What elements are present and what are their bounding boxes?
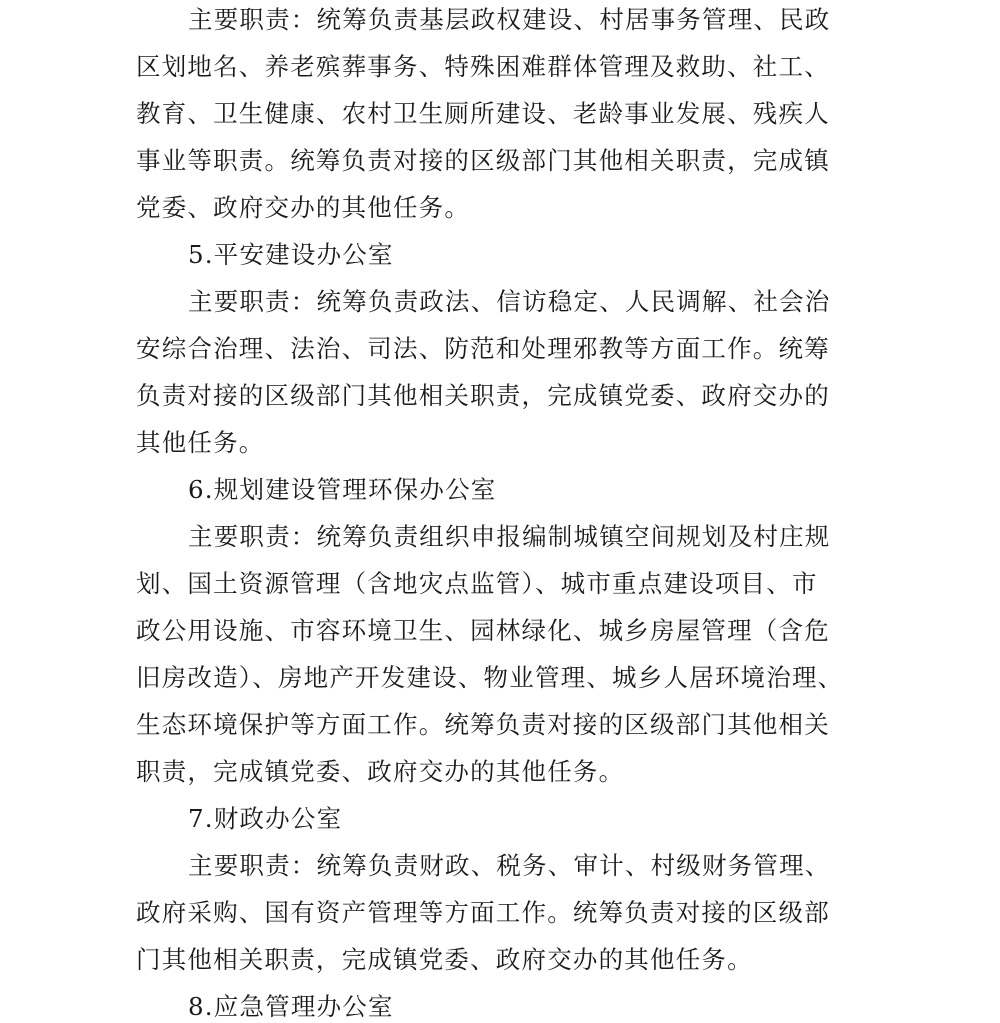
paragraph-line: 职责，完成镇党委、政府交办的其他任务。 [136, 757, 625, 786]
paragraph-line: 政府采购、国有资产管理等方面工作。统筹负责对接的区级部 [136, 898, 830, 927]
section-heading: 7.财政办公室 [188, 804, 343, 833]
paragraph-line: 负责对接的区级部门其他相关职责，完成镇党委、政府交办的 [136, 381, 830, 410]
paragraph-line: 生态环境保护等方面工作。统筹负责对接的区级部门其他相关 [136, 710, 830, 739]
paragraph-line: 主要职责：统筹负责组织申报编制城镇空间规划及村庄规 [188, 522, 831, 551]
paragraph-line: 党委、政府交办的其他任务。 [136, 193, 471, 222]
section-heading: 8.应急管理办公室 [188, 992, 394, 1021]
paragraph-line: 门其他相关职责，完成镇党委、政府交办的其他任务。 [136, 945, 753, 974]
paragraph-line: 安综合治理、法治、司法、防范和处理邪教等方面工作。统筹 [136, 334, 830, 363]
paragraph-line: 主要职责：统筹负责基层政权建设、村居事务管理、民政 [188, 5, 831, 34]
paragraph-line: 区划地名、养老殡葬事务、特殊困难群体管理及救助、社工、 [136, 52, 830, 81]
paragraph-line: 事业等职责。统筹负责对接的区级部门其他相关职责，完成镇 [136, 146, 830, 175]
paragraph-line: 教育、卫生健康、农村卫生厕所建设、老龄事业发展、残疾人 [136, 99, 830, 128]
paragraph-line: 划、国土资源管理（含地灾点监管）、城市重点建设项目、市 [136, 569, 818, 598]
section-heading: 5.平安建设办公室 [188, 240, 394, 269]
paragraph-line: 旧房改造）、房地产开发建设、物业管理、城乡人居环境治理、 [136, 663, 844, 692]
paragraph-line: 其他任务。 [136, 428, 265, 457]
section-heading: 6.规划建设管理环保办公室 [188, 475, 497, 504]
paragraph-line: 主要职责：统筹负责财政、税务、审计、村级财务管理、 [188, 851, 831, 880]
paragraph-line: 主要职责：统筹负责政法、信访稳定、人民调解、社会治 [188, 287, 831, 316]
paragraph-line: 政公用设施、市容环境卫生、园林绿化、城乡房屋管理（含危 [136, 616, 830, 645]
